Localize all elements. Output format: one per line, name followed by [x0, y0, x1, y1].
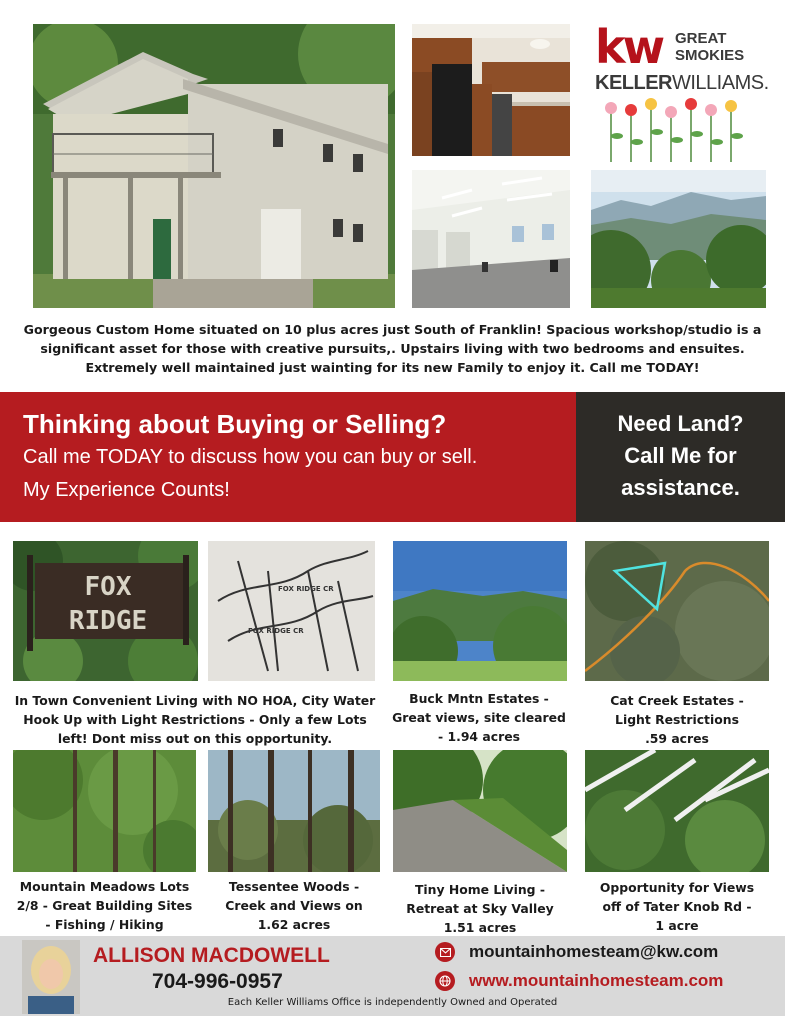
buck-mntn-photo: [393, 541, 567, 681]
banner-title: Thinking about Buying or Selling?: [23, 409, 447, 439]
keller-williams-logo: [595, 20, 770, 164]
house-photo: [33, 24, 395, 308]
caption-line: Cat Creek Estates -: [610, 693, 744, 708]
caption-line: In Town Convenient Living with NO HOA, City Water: [14, 693, 376, 708]
caption-line: - 1.94 acres: [438, 729, 520, 744]
listing-caption: [385, 689, 573, 746]
workshop-photo: [412, 170, 570, 308]
property-description: [20, 320, 765, 377]
need-land-line-2: Call Me for: [624, 443, 737, 468]
caption-line: Retreat at Sky Valley: [406, 901, 554, 916]
caption-line: Tiny Home Living -: [414, 882, 546, 897]
logo-tagline: [675, 30, 744, 64]
cat-creek-aerial: [585, 541, 769, 681]
caption-line: 1.51 acres: [443, 920, 517, 935]
caption-line: Mountain Meadows Lots: [19, 879, 190, 894]
caption-line: Tessentee Woods -: [228, 879, 360, 894]
kw-mark: kw: [595, 20, 663, 74]
description-line: Gorgeous Custom Home situated on 10 plus acres just South of Franklin! Spacious workshop/studio is a: [23, 322, 762, 337]
caption-line: .59 acres: [645, 731, 709, 746]
map-label-fox-ridge-2: FOX RIDGE CR: [248, 627, 304, 635]
brand-light: WILLIAMS.: [672, 72, 769, 94]
tessentee-woods-photo: [208, 750, 380, 872]
logo-brand: [595, 72, 769, 95]
website-row[interactable]: [435, 970, 723, 992]
caption-line: - Fishing / Hiking: [45, 917, 164, 932]
caption-line: off of Tater Knob Rd -: [602, 899, 752, 914]
listing-caption: [585, 878, 769, 935]
office-disclaimer: Each Keller Williams Office is independently Owned and Operated: [227, 997, 558, 1008]
listing-caption: [393, 880, 567, 937]
caption-line: Light Restrictions: [615, 712, 739, 727]
mountain-view-photo: [591, 170, 766, 308]
sign-text-fox: FOX: [84, 572, 132, 602]
flowers-illustration: [603, 96, 753, 162]
need-land-panel: [576, 392, 785, 522]
kitchen-photo: [412, 24, 570, 156]
map-label-fox-ridge: FOX RIDGE CR: [278, 585, 334, 593]
email-row[interactable]: [435, 941, 718, 963]
envelope-icon: [435, 942, 455, 962]
listing-caption: [13, 877, 196, 934]
contact-footer: [0, 936, 785, 1016]
globe-icon: [435, 971, 455, 991]
tagline-line-2: SMOKIES: [675, 47, 745, 64]
listing-caption: [10, 691, 380, 748]
caption-line: 2/8 - Great Building Sites: [16, 898, 193, 913]
email-link[interactable]: mountainhomesteam@kw.com: [469, 942, 719, 961]
fox-ridge-map: [208, 541, 375, 681]
caption-line: Opportunity for Views: [599, 880, 755, 895]
sign-text-ridge: RIDGE: [68, 606, 148, 636]
need-land-line-3: assistance.: [621, 475, 740, 500]
caption-line: Great views, site cleared: [392, 710, 566, 725]
listing-caption: [585, 691, 769, 748]
tagline-line-1: GREAT: [675, 30, 727, 47]
banner-line-2: My Experience Counts!: [23, 479, 230, 501]
listing-caption: [208, 877, 380, 934]
banner-line-1: Call me TODAY to discuss how you can buy or sell.: [23, 446, 478, 468]
description-line: significant asset for those with creative pursuits,. Upstairs living with two bedrooms and ensuites.: [40, 341, 745, 356]
mountain-meadows-photo: [13, 750, 196, 872]
caption-line: Hook Up with Light Restrictions - Only a few Lots: [23, 712, 367, 727]
fox-ridge-sign-photo: [13, 541, 198, 681]
description-line: Extremely well maintained just wainting for its new Family to enjoy it. Call me TODAY!: [85, 360, 700, 375]
caption-line: left! Dont miss out on this opportunity.: [57, 731, 333, 746]
agent-phone[interactable]: 704-996-0957: [152, 970, 283, 993]
website-link[interactable]: www.mountainhomesteam.com: [469, 971, 724, 990]
tater-knob-map-photo: [585, 750, 769, 872]
agent-name: ALLISON MACDOWELL: [93, 944, 330, 967]
need-land-line-1: Need Land?: [617, 411, 744, 436]
sky-valley-photo: [393, 750, 567, 872]
brand-bold: KELLER: [595, 72, 672, 94]
buy-sell-banner: [0, 392, 576, 522]
caption-line: 1 acre: [655, 918, 699, 933]
caption-line: 1.62 acres: [257, 917, 331, 932]
caption-line: Creek and Views on: [225, 898, 363, 913]
caption-line: Buck Mntn Estates -: [409, 691, 549, 706]
